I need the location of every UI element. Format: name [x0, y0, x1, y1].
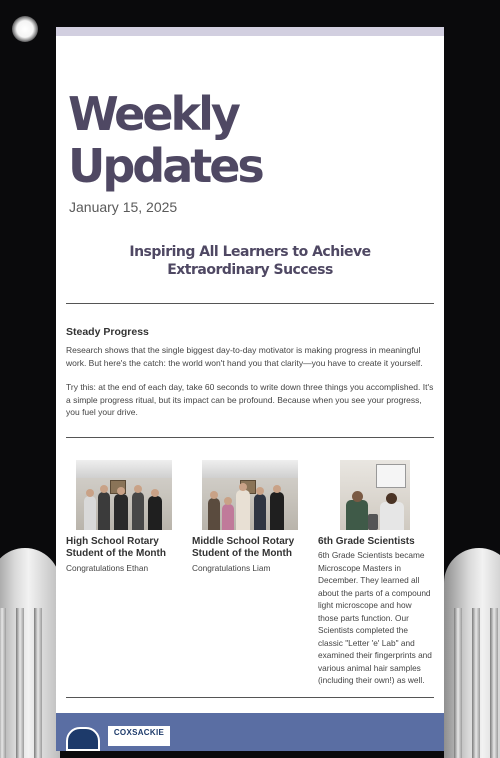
- scientists-photo[interactable]: [340, 460, 410, 530]
- district-logo[interactable]: [108, 726, 170, 746]
- steady-progress-section: [56, 326, 444, 419]
- highlight-item: [192, 460, 308, 687]
- newsletter-date: January 15, 2025: [69, 199, 178, 215]
- highlight-text: 6th Grade Scientists became Microscope Masters in December. They learned all about the parts of a compound light microscope and how those parts function. Our Scientists completed the classic "Letter 'e' Lab" and examined their fingerprints and various animal hair samples (including their own!) as well.: [318, 550, 432, 686]
- column: [16, 608, 24, 758]
- district-logo-text: COXSACKIE: [113, 728, 165, 737]
- middleschool-student-photo[interactable]: [202, 460, 298, 530]
- highlight-text: Congratulations Ethan: [66, 562, 149, 573]
- highlight-title: 6th Grade Scientists: [318, 535, 415, 547]
- newsletter-title: Weekly Updates: [68, 87, 262, 193]
- highschool-student-photo[interactable]: [76, 460, 172, 530]
- column: [454, 608, 462, 758]
- highlights-grid: [56, 460, 444, 687]
- highlight-title: Middle School Rotary Student of the Month: [192, 535, 295, 560]
- column: [472, 608, 480, 758]
- column: [34, 608, 42, 758]
- divider: [66, 697, 434, 698]
- capitol-dome-left: [0, 548, 60, 758]
- newsletter-subtitle: Inspiring All Learners to Achieve Extraordinary Success: [129, 244, 371, 278]
- highlight-text: Congratulations Liam: [192, 562, 271, 573]
- highlight-title: High School Rotary Student of the Month: [66, 535, 166, 560]
- column: [490, 608, 498, 758]
- top-strip: [56, 27, 444, 36]
- divider: [66, 303, 434, 304]
- highlight-item: [318, 460, 434, 687]
- newsletter-card: [56, 27, 444, 751]
- eagle-logo-icon: [66, 727, 100, 751]
- section-paragraph: Research shows that the single biggest day-to-day motivator is making progress in meaningful work. But here's the catch: the world won't hand you that clarity—you have to create it yourself.: [66, 345, 423, 368]
- highlight-item: [66, 460, 182, 687]
- moon: [12, 16, 38, 42]
- section-heading: Steady Progress: [66, 326, 149, 338]
- footer-banner: [56, 713, 444, 751]
- section-paragraph: Try this: at the end of each day, take 60 seconds to write down three things you accomplished. It's a simple progress ritual, but its impact can be profound. Because when you see your progress, you fuel your drive.: [66, 382, 434, 418]
- divider: [66, 437, 434, 438]
- column: [0, 608, 6, 758]
- capitol-dome-right: [444, 548, 500, 758]
